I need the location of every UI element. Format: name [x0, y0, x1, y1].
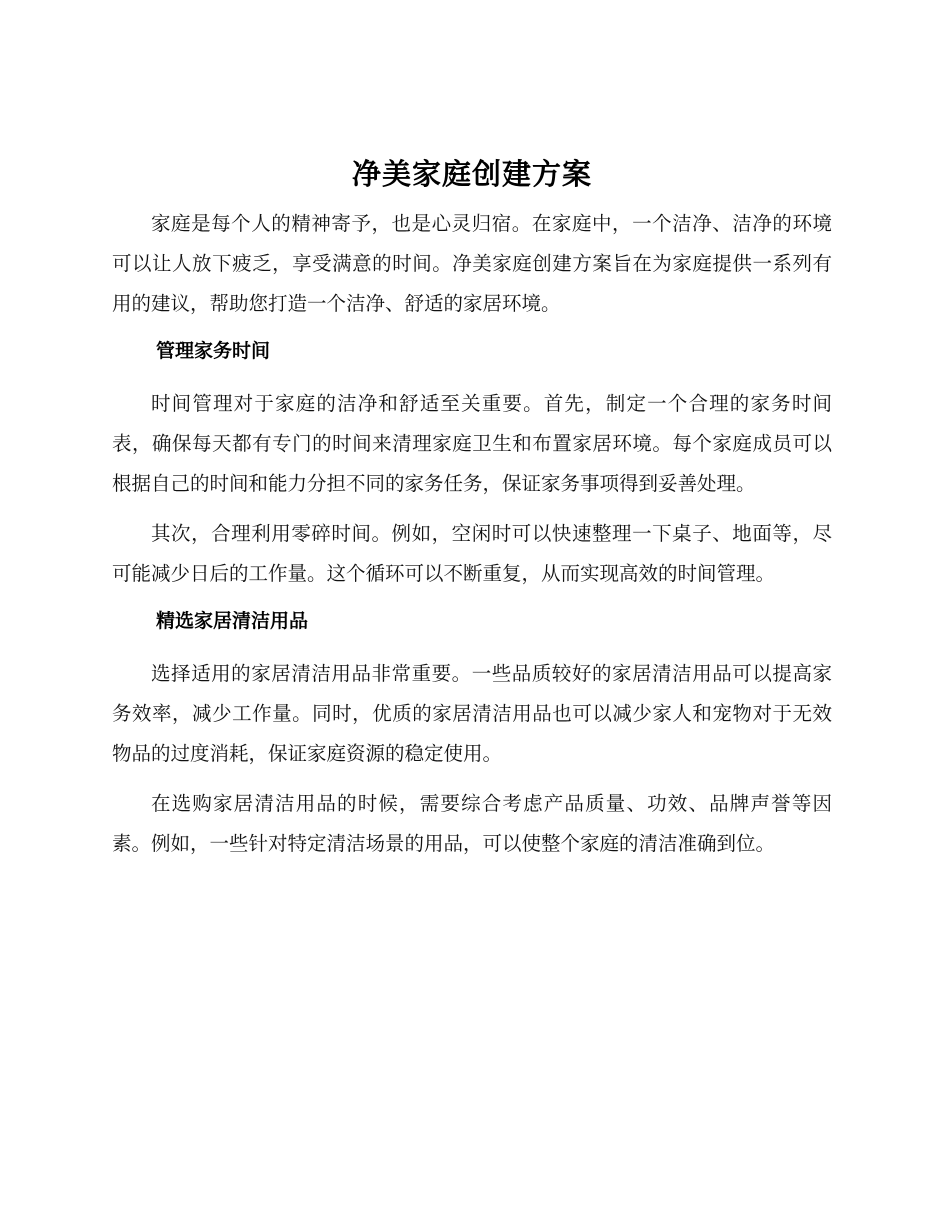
document-title: 净美家庭创建方案	[351, 157, 592, 191]
section-heading: 管理家务时间	[156, 340, 271, 362]
intro-paragraph: 家庭是每个人的精神寄予，也是心灵归宿。在家庭中，一个洁净、洁净的环境可以让人放下疲乏，享受满意的时间。净美家庭创建方案旨在为家庭提供一系列有用的建议，帮助您打造一个洁净、舒适的家居环境。	[112, 212, 832, 315]
section-heading: 精选家居清洁用品	[156, 610, 309, 632]
body-paragraph: 选择适用的家居清洁用品非常重要。一些品质较好的家居清洁用品可以提高家务效率，减少工作量。同时，优质的家居清洁用品也可以减少家人和宠物对于无效物品的过度消耗，保证家庭资源的稳定使用。	[112, 662, 832, 765]
body-paragraph: 在选购家居清洁用品的时候，需要综合考虑产品质量、功效、品牌声誉等因素。例如，一些针对特定清洁场景的用品，可以使整个家庭的清洁准确到位。	[112, 792, 832, 855]
section-cleaning-supplies	[112, 604, 832, 864]
document-page	[112, 148, 832, 874]
body-paragraph: 其次，合理利用零碎时间。例如，空闲时可以快速整理一下桌子、地面等，尽可能减少日后的工作量。这个循环可以不断重复，从而实现高效的时间管理。	[112, 522, 832, 585]
body-paragraph: 时间管理对于家庭的洁净和舒适至关重要。首先，制定一个合理的家务时间表，确保每天都有专门的时间来清理家庭卫生和布置家居环境。每个家庭成员可以根据自己的时间和能力分担不同的家务任务，保证家务事项得到妥善处理。	[112, 392, 832, 495]
section-time-management	[112, 334, 832, 594]
